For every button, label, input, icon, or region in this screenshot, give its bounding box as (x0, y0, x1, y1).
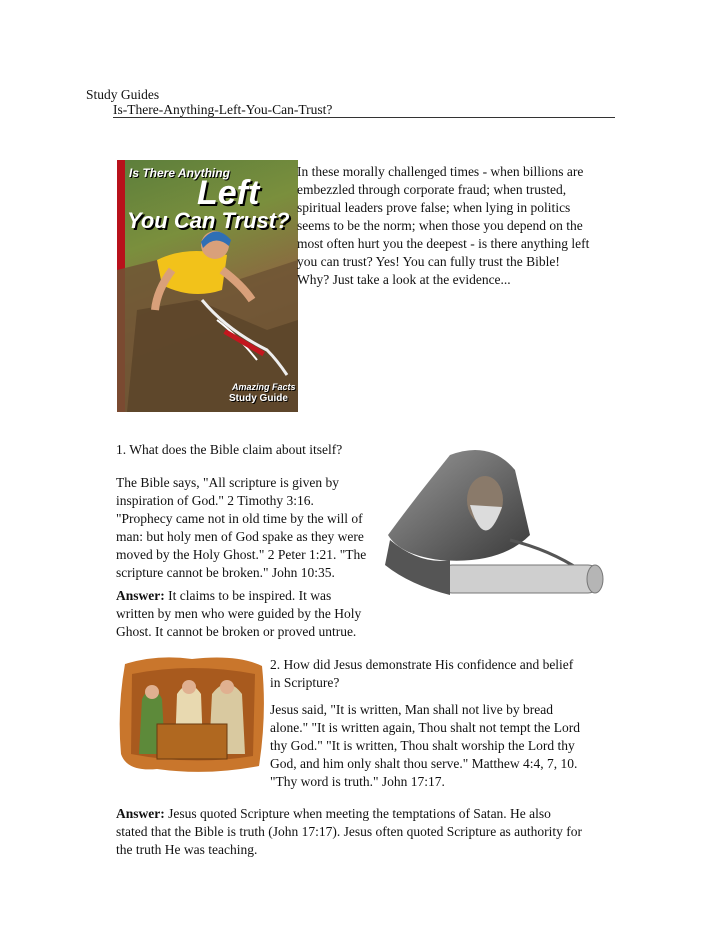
q1-body-line: inspiration of God." 2 Timothy 3:16. (116, 493, 314, 508)
q2-question-line: in Scripture? (270, 675, 340, 690)
q2-answer-line: the truth He was teaching. (116, 842, 258, 857)
intro-line: spiritual leaders prove false; when lying in politics (297, 200, 571, 215)
answer-label: Answer: (116, 806, 165, 821)
q2-body-line: alone." "It is written again, Thou shalt not tempt the Lord (270, 720, 580, 735)
cover-badge-line2: Study Guide (229, 393, 288, 404)
q2-body-line: thy God." "It is written, Thou shalt worship the Lord thy (270, 738, 575, 753)
intro-paragraph (297, 163, 589, 289)
q1-body-line: The Bible says, "All scripture is given by (116, 475, 339, 490)
temple-illustration (117, 654, 267, 776)
answer-label: Answer: (116, 588, 165, 603)
q1-answer-line: It claims to be inspired. It was (164, 588, 332, 603)
q1-answer (116, 587, 361, 641)
intro-line: most often hurt you the deepest - is there anything left (297, 236, 590, 251)
header-divider (113, 117, 615, 118)
q2-body-line: "Thy word is truth." John 17:17. (270, 774, 445, 789)
cover-title-bottom: You Can Trust? (127, 208, 290, 233)
q2-body (270, 701, 580, 791)
study-guide-cover-image (117, 160, 298, 412)
cover-badge-line1: Amazing Facts (232, 382, 296, 392)
question-1: 1. What does the Bible claim about itself? (116, 442, 343, 457)
page-title: Is-There-Anything-Left-You-Can-Trust? (113, 102, 333, 117)
q1-body (116, 474, 366, 582)
q1-body-line: scripture cannot be broken." John 10:35. (116, 565, 335, 580)
q1-body-line: "Prophecy came not in old time by the will of (116, 511, 363, 526)
q2-answer-line: Jesus quoted Scripture when meeting the temptations of Satan. He also (164, 806, 551, 821)
q2-body-line: God, and him only shalt thou serve." Matthew 4:4, 7, 10. (270, 756, 578, 771)
cover-title-top: Is There Anything (129, 166, 230, 180)
q1-body-line: moved by the Holy Ghost." 2 Peter 1:21. "The (116, 547, 367, 562)
intro-line: embezzled through corporate fraud; when trusted, (297, 182, 567, 197)
section-title: Study Guides (86, 87, 160, 102)
cover-title-big: Left (197, 174, 260, 212)
intro-line: Why? Just take a look at the evidence... (297, 272, 511, 287)
question-2 (270, 656, 573, 692)
intro-line: seems to be the norm; when those you depend on the (297, 218, 583, 233)
q2-answer-line: stated that the Bible is truth (John 17:17). Jesus often quoted Scripture as authority for (116, 824, 583, 839)
q2-answer (116, 805, 582, 859)
q1-body-line: man: but holy men of God spake as they were (116, 529, 364, 544)
scribe-illustration (380, 445, 615, 610)
q2-body-line: Jesus said, "It is written, Man shall not live by bread (270, 702, 553, 717)
intro-line: In these morally challenged times - when billions are (297, 164, 584, 179)
q1-answer-line: written by men who were guided by the Holy (116, 606, 362, 621)
intro-line: you can trust? Yes! You can fully trust the Bible! (297, 254, 560, 269)
q1-answer-line: Ghost. It cannot be broken or proved untrue. (116, 624, 357, 639)
q2-question-line: 2. How did Jesus demonstrate His confidence and belief (270, 657, 574, 672)
